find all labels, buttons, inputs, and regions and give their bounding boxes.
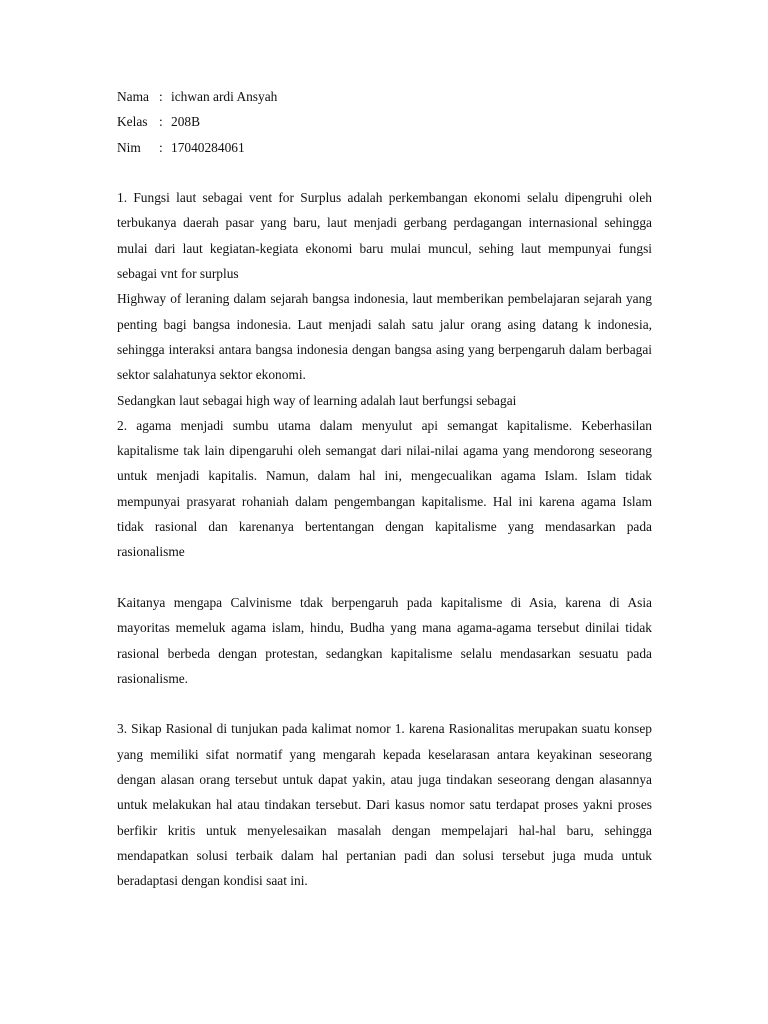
class-label: Kelas <box>117 114 148 130</box>
name-separator: : <box>159 89 163 104</box>
spacer <box>117 691 652 716</box>
nim-value: 17040284061 <box>171 139 245 155</box>
spacer <box>117 160 652 185</box>
student-id-row <box>117 135 652 160</box>
answer-3-paragraph: 3. Sikap Rasional di tunjukan pada kalimat nomor 1. karena Rasionalitas merupakan suatu konsep yang memiliki sifat normatif yang mengarah kepada keselarasan antara keyakinan seseorang dengan alasan orang tersebut untuk dapat yakin, atau juga tindakan seseorang dengan alasannya untuk melakukan hal atau tindakan tersebut. Dari kasus nomor satu terdapat proses yakni proses berfikir kritis untuk menyelesaikan masalah dengan mempelajari hal-hal baru, sehingga mendapatkan solusi terbaik dalam hal pertanian padi dan solusi tersebut juga muda untuk beradaptasi dengan kondisi saat ini. <box>117 721 652 889</box>
name-label: Nama <box>117 89 149 104</box>
answer-1-paragraph: 1. Fungsi laut sebagai vent for Surplus adalah perkembangan ekonomi selalu dipengruhi oleh terbukanya daerah pasar yang baru, laut menjadi gerbang perdagangan internasional sehingga mulai dari laut kegiatan-kegiata ekonomi baru mulai muncul, sehing laut mempunyai fungsi sebagai vnt for surplus <box>117 190 652 282</box>
class-separator: : <box>159 114 163 130</box>
student-name-row <box>117 84 652 109</box>
student-class-row <box>117 109 652 134</box>
document-body <box>117 84 652 894</box>
highway-summary-line: Sedangkan laut sebagai high way of learning adalah laut berfungsi sebagai <box>117 392 517 408</box>
class-value: 208B <box>171 114 201 130</box>
calvinism-paragraph: Kaitanya mengapa Calvinisme tdak berpengaruh pada kapitalisme di Asia, karena di Asia mayoritas memeluk agama islam, hindu, Budha yang mana agama-agama tersebut dinilai tidak rasional berbeda dengan protestan, sedangkan kapitalisme selalu mendasarkan sesuatu pada rasionalisme. <box>117 594 652 686</box>
nim-separator: : <box>159 139 163 155</box>
answer-2-paragraph: 2. agama menjadi sumbu utama dalam menyulut api semangat kapitalisme. Keberhasilan kapitalisme tak lain dipengaruhi oleh semangat dari nilai-nilai agama yang mendorong seseorang untuk menjadi kapitalis. Namun, dalam hal ini, mengecualikan agama Islam. Islam tidak mempunyai prasyarat rohaniah dalam pengembangan kapitalisme. Hal ini karena agama Islam tidak rasional dan karenanya bertentangan dengan kapitalisme yang mendasarkan pada rasionalisme <box>117 417 652 560</box>
name-value: ichwan ardi Ansyah <box>171 89 278 104</box>
highway-learning-paragraph: Highway of leraning dalam sejarah bangsa indonesia, laut memberikan pembelajaran sejarah yang penting bagi bangsa indonesia. Laut menjadi salah satu jalur orang asing datang k indonesia, sehingga interaksi antara bangsa indonesia dengan bangsa asing yang berpengaruh dalam berbagai sektor salahatunya sektor ekonomi. <box>117 291 652 383</box>
spacer <box>117 565 652 590</box>
nim-label: Nim <box>117 139 141 155</box>
